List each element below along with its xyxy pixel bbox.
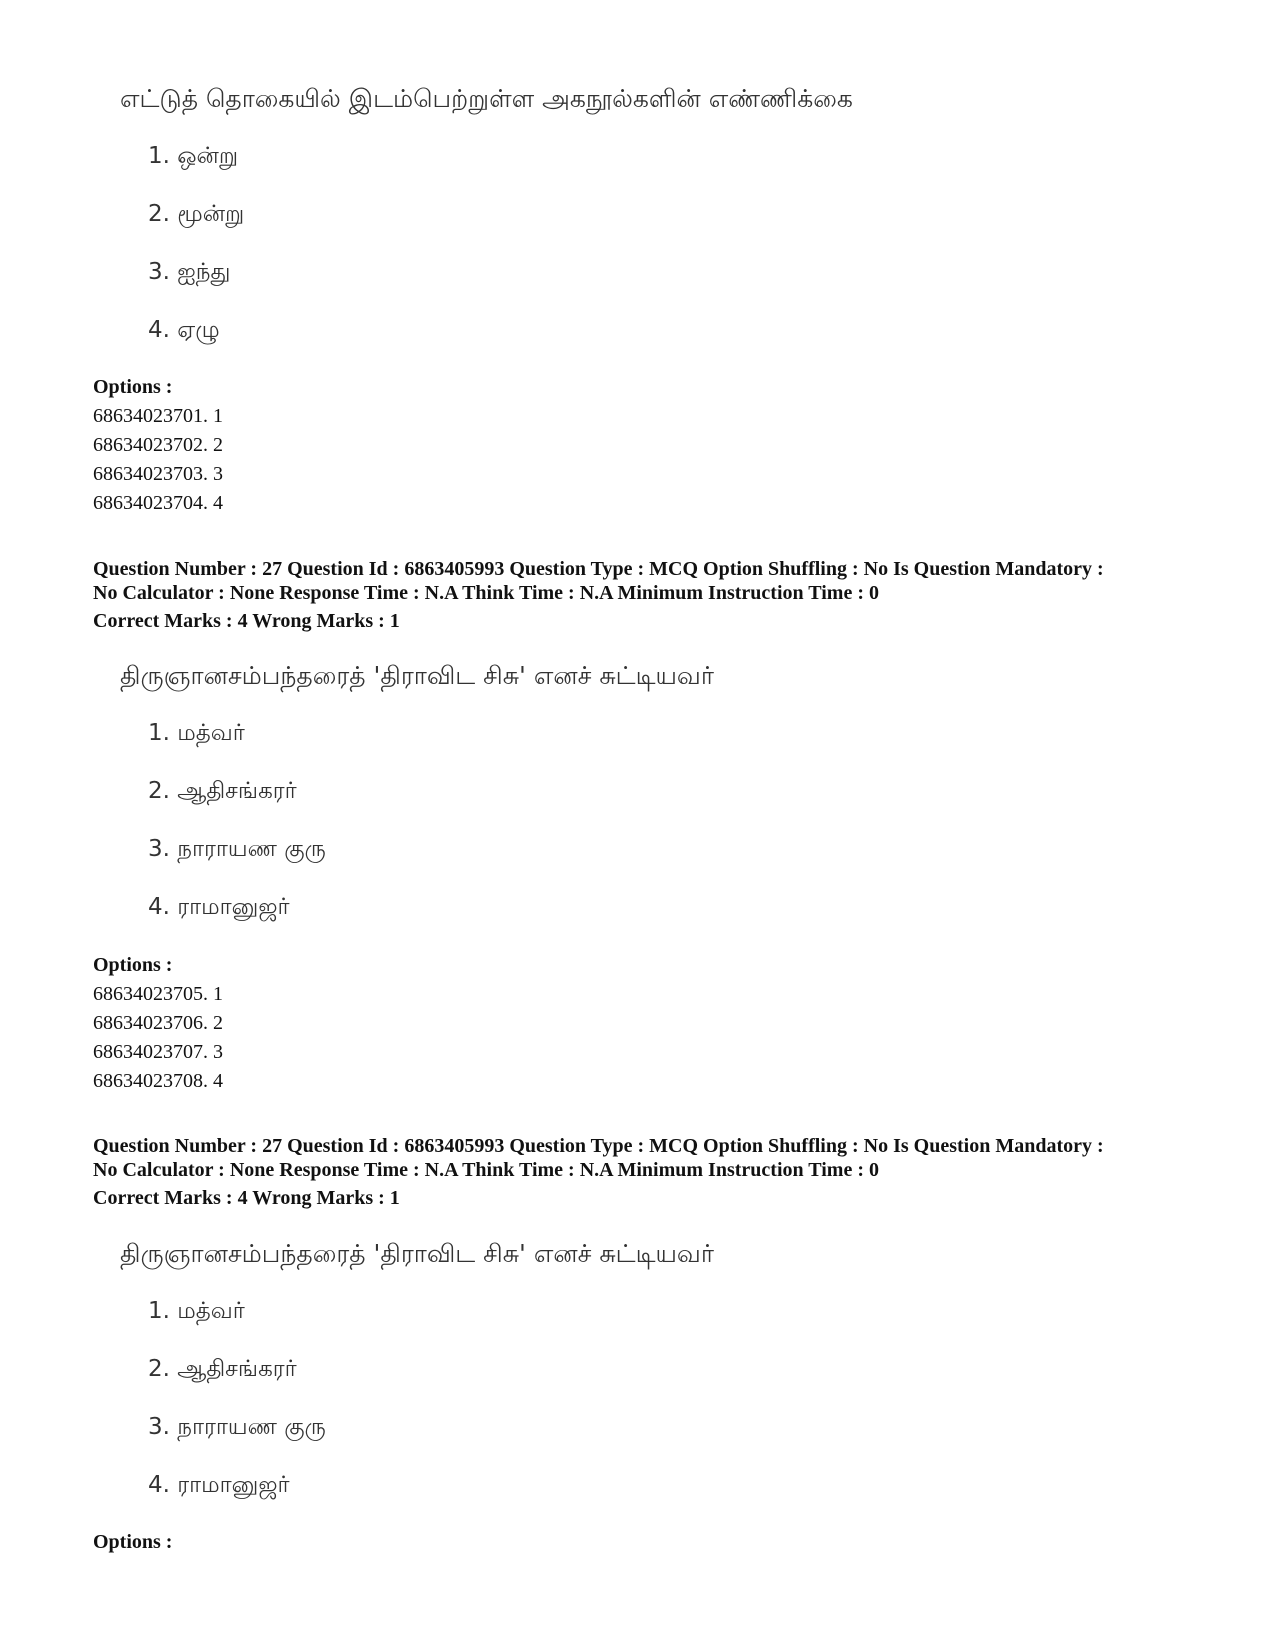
marks-line: Correct Marks : 4 Wrong Marks : 1 [93, 1187, 400, 1209]
options-label: Options : [93, 376, 173, 398]
question-meta-line: Question Number : 27 Question Id : 6863405993 Question Type : MCQ Option Shuffling : No Is Question Mandatory : [93, 558, 1104, 580]
question-text: எட்டுத் தொகையில் இடம்பெற்றுள்ள அகநூல்களின் எண்ணிக்கை [120, 84, 853, 113]
question-meta [93, 557, 1203, 605]
option-id-line: 68634023707. 3 [93, 1041, 223, 1063]
choice-2: 2. ஆதிசங்கரர் [148, 1356, 297, 1382]
option-id-line: 68634023701. 1 [93, 405, 223, 427]
choice-3: 3. ஐந்து [148, 259, 231, 285]
option-id-line: 68634023702. 2 [93, 434, 223, 456]
question-meta-line: No Calculator : None Response Time : N.A Think Time : N.A Minimum Instruction Time : 0 [93, 1159, 879, 1181]
question-text: திருஞானசம்பந்தரைத் 'திராவிட சிசு' எனச் சுட்டியவர் [120, 661, 714, 690]
choice-4: 4. ராமானுஜர் [148, 1472, 290, 1498]
choice-2: 2. மூன்று [148, 201, 245, 227]
option-id-line: 68634023703. 3 [93, 463, 223, 485]
marks-line: Correct Marks : 4 Wrong Marks : 1 [93, 610, 400, 632]
choice-1: 1. மத்வர் [148, 720, 245, 746]
options-label: Options : [93, 1531, 173, 1553]
question-meta-line: No Calculator : None Response Time : N.A Think Time : N.A Minimum Instruction Time : 0 [93, 582, 879, 604]
option-id-line: 68634023708. 4 [93, 1070, 223, 1092]
choice-2: 2. ஆதிசங்கரர் [148, 778, 297, 804]
option-id-line: 68634023704. 4 [93, 492, 223, 514]
choice-4: 4. ஏழு [148, 317, 220, 343]
question-meta-line: Question Number : 27 Question Id : 6863405993 Question Type : MCQ Option Shuffling : No Is Question Mandatory : [93, 1135, 1104, 1157]
options-label: Options : [93, 954, 173, 976]
choice-4: 4. ராமானுஜர் [148, 894, 290, 920]
question-meta [93, 1134, 1203, 1182]
choice-1: 1. மத்வர் [148, 1298, 245, 1324]
option-id-line: 68634023705. 1 [93, 983, 223, 1005]
question-text: திருஞானசம்பந்தரைத் 'திராவிட சிசு' எனச் சுட்டியவர் [120, 1239, 714, 1268]
option-id-line: 68634023706. 2 [93, 1012, 223, 1034]
choice-3: 3. நாராயண குரு [148, 836, 326, 862]
choice-3: 3. நாராயண குரு [148, 1414, 326, 1440]
choice-1: 1. ஒன்று [148, 143, 239, 169]
